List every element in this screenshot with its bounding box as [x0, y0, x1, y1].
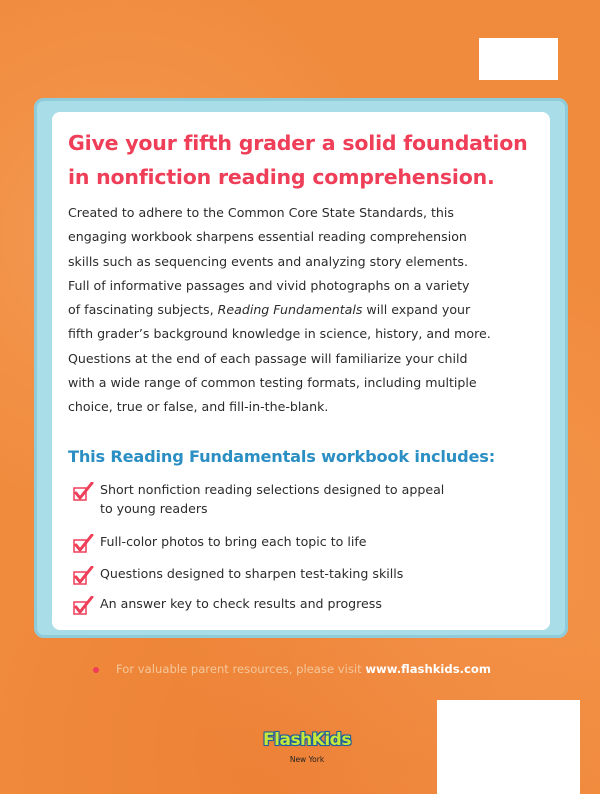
checklist-item-text: Questions designed to sharpen test-taking skills	[100, 566, 404, 581]
description	[68, 201, 542, 420]
checklist-item-text: Short nonfiction reading selections designed to appeal	[100, 482, 445, 497]
logo-wordmark: FlashKids	[263, 730, 351, 750]
pencil-bullet-icon	[92, 665, 100, 675]
publisher-logo	[262, 730, 352, 770]
headline	[68, 126, 538, 194]
description-line: fifth grader’s background knowledge in science, history, and more.	[68, 326, 491, 342]
logo-city: New York	[289, 755, 325, 764]
footer-text: For valuable parent resources, please visit	[116, 662, 366, 676]
description-line: engaging workbook sharpens essential reading comprehension	[68, 229, 467, 245]
checkbox-check-icon	[72, 596, 96, 616]
checklist-item-text: Full-color photos to bring each topic to life	[100, 534, 367, 549]
description-line: Full of informative passages and vivid photographs on a variety	[68, 277, 470, 293]
barcode-placeholder-top	[479, 38, 558, 80]
includes-heading: This Reading Fundamentals workbook includes:	[68, 447, 495, 466]
book-title: Reading Fundamentals	[217, 302, 363, 318]
checkbox-check-icon	[72, 566, 96, 586]
description-text: will expand your	[362, 302, 471, 318]
description-line: Created to adhere to the Common Core State Standards, this	[68, 205, 454, 220]
description-line: skills such as sequencing events and analyzing story elements.	[68, 253, 468, 269]
barcode-placeholder-bottom	[437, 700, 580, 794]
description-text: of fascinating subjects,	[68, 302, 218, 318]
headline-line-2: in nonfiction reading comprehension.	[68, 165, 495, 189]
description-line: with a wide range of common testing formats, including multiple	[68, 375, 477, 391]
website-link[interactable]: www.flashkids.com	[365, 662, 491, 676]
checkbox-check-icon	[72, 534, 96, 554]
checklist-item-text: to young readers	[100, 501, 208, 516]
checkbox-check-icon	[72, 482, 96, 502]
checklist-item-text: An answer key to check results and progress	[100, 596, 382, 611]
headline-line-1: Give your fifth grader a solid foundation	[68, 131, 528, 155]
description-line: choice, true or false, and fill-in-the-blank.	[68, 399, 329, 415]
description-line: Questions at the end of each passage will familiarize your child	[68, 350, 468, 366]
description-line	[68, 298, 542, 322]
